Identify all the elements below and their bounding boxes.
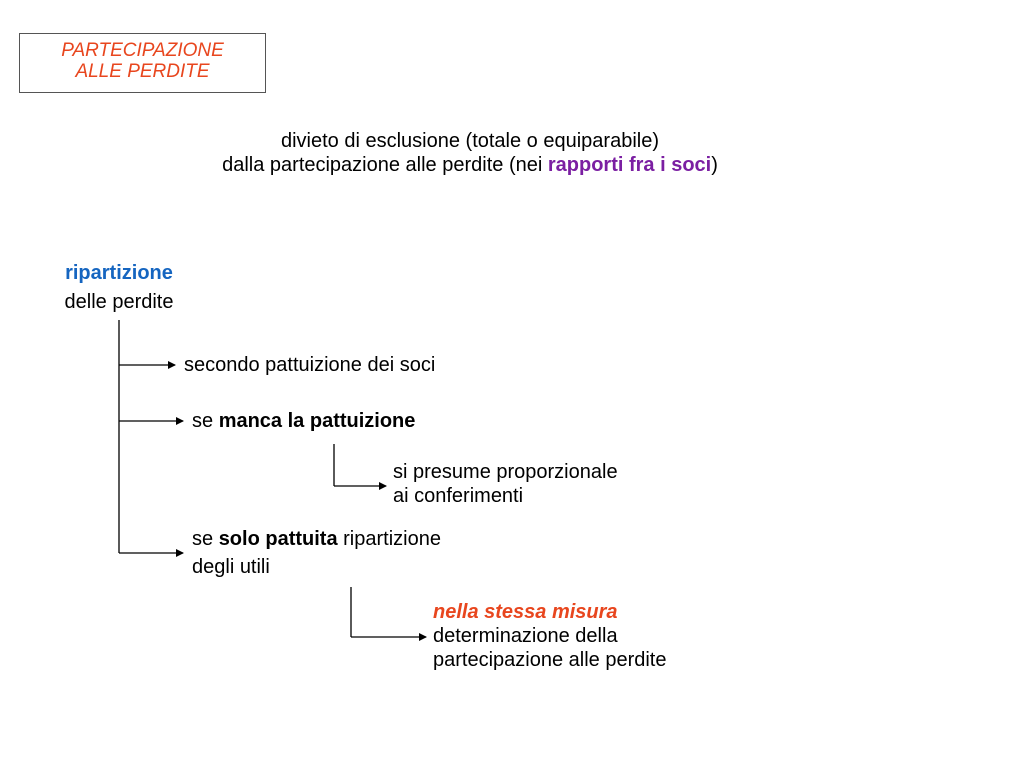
- profits-result-line-2: determinazione della: [433, 625, 618, 647]
- root-node: [44, 261, 194, 314]
- heading-line-1: divieto di esclusione (totale o equiparabile): [280, 130, 659, 152]
- heading-highlight: rapporti fra i soci: [547, 154, 712, 176]
- branch-profits-result: [433, 600, 667, 672]
- profits-result-line-3: partecipazione alle perdite: [433, 649, 667, 671]
- branch-missing-prefix: se: [192, 410, 219, 432]
- branch-agreement: secondo pattuizione dei soci: [184, 354, 436, 376]
- profits-only-line-2: degli utili: [192, 556, 270, 578]
- heading: [160, 129, 780, 177]
- branch-missing-bold: manca la pattuizione: [218, 410, 416, 432]
- root-rest: delle perdite: [64, 291, 174, 313]
- branch-missing: [192, 409, 415, 433]
- profits-only-line-1: [192, 527, 441, 551]
- branch-profits-only: [192, 527, 441, 579]
- title-line-2: ALLE PERDITE: [75, 61, 210, 82]
- profits-result-highlight: nella stessa misura: [433, 601, 618, 623]
- missing-result-line-1: si presume proporzionale: [393, 461, 618, 483]
- branch-missing-result: [393, 460, 618, 508]
- title-line-1: PARTECIPAZIONE: [61, 40, 224, 61]
- heading-line-2: [160, 153, 780, 177]
- profits-only-bold: solo pattuita: [218, 528, 338, 550]
- root-highlight: ripartizione: [65, 262, 173, 284]
- profits-only-suffix: ripartizione: [337, 528, 441, 550]
- missing-result-line-2: ai conferimenti: [393, 485, 524, 507]
- heading-line-2-prefix: dalla partecipazione alle perdite (nei: [222, 154, 548, 176]
- title-box: [19, 33, 266, 93]
- heading-line-2-suffix: ): [711, 154, 718, 176]
- profits-only-prefix: se: [192, 528, 219, 550]
